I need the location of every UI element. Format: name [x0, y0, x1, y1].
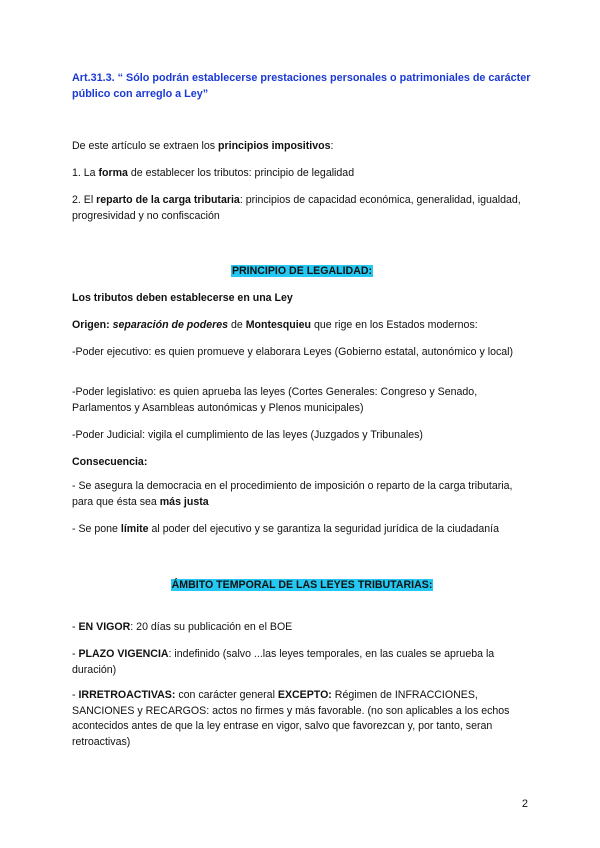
article-text: “ Sólo podrán establecerse prestaciones personales o patrimoniales de carácter público con arreglo a Ley”	[72, 72, 531, 100]
ambito-heading: ÁMBITO TEMPORAL DE LAS LEYES TRIBUTARIAS:	[171, 579, 433, 591]
origen-paragraph: Origen: separación de poderes de Montesquieu que rige en los Estados modernos:	[72, 319, 478, 331]
intro-paragraph: De este artículo se extraen los principios impositivos:	[72, 140, 334, 152]
irretroactivas-item: - IRRETROACTIVAS: con carácter general EXCEPTO: Régimen de INFRACCIONES, SANCIONES y RECARGOS: actos no firmes y más favorable. (no son aplicables a los echos acontecidos antes de que la ley entrase en vigor, salvo que favorezcan y, por tanto, seran retroactivas)	[72, 689, 510, 748]
legalidad-subtitle: Los tributos deben establecerse en una Ley	[72, 292, 293, 304]
consecuencia-label: Consecuencia:	[72, 456, 148, 468]
page-number: 2	[521, 798, 528, 810]
consecuencia-item: - Se asegura la democracia en el procedimiento de imposición o reparto de la carga tributaria, para que ésta sea más justa	[72, 480, 513, 508]
power-item: -Poder ejecutivo: es quien promueve y elaborara Leyes (Gobierno estatal, autonómico y local)	[72, 346, 514, 358]
consecuencia-item: - Se pone límite al poder del ejecutivo y se garantiza la seguridad jurídica de la ciudadanía	[72, 523, 499, 535]
intro-bold: principios impositivos	[218, 140, 331, 152]
power-item: -Poder Judicial: vigila el cumplimiento de las leyes (Juzgados y Tribunales)	[72, 429, 423, 441]
article-quote	[72, 70, 532, 102]
principle-item: 2. El reparto de la carga tributaria: principios de capacidad económica, generalidad, igualdad, progresividad y no confiscación	[72, 194, 521, 222]
legalidad-heading: PRINCIPIO DE LEGALIDAD:	[231, 265, 373, 277]
ambito-item: - EN VIGOR: 20 días su publicación en el BOE	[72, 621, 293, 633]
article-ref: Art.31.3.	[72, 72, 115, 84]
principle-item: 1. La forma de establecer los tributos: principio de legalidad	[72, 167, 355, 179]
power-item: -Poder legislativo: es quien aprueba las leyes (Cortes Generales: Congreso y Senado, Parlamentos y Asambleas autonómicas y Plenos municipales)	[72, 386, 478, 414]
ambito-item: - PLAZO VIGENCIA: indefinido (salvo ...las leyes temporales, en las cuales se aprueba la duración)	[72, 648, 495, 676]
